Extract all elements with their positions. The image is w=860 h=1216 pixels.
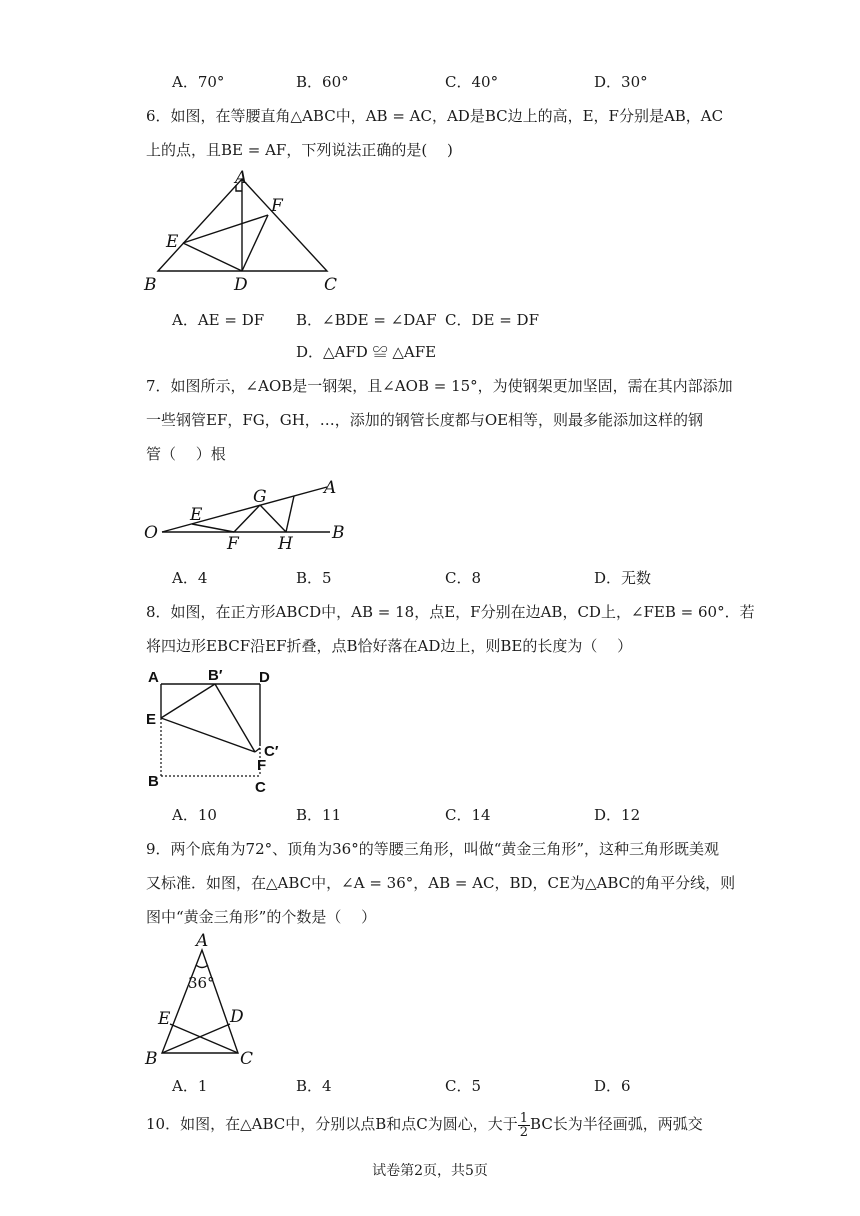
q7-ray-oa <box>162 487 327 532</box>
q7-label-g: G <box>253 487 267 507</box>
q8-option-d: D．12 <box>594 806 641 824</box>
q8-stem-line2: 将四边形EBCF沿EF折叠，点B恰好落在AD边上，则BE的长度为（ ） <box>146 637 633 655</box>
q8-figure <box>140 664 290 796</box>
q8-label-d: D <box>259 669 270 686</box>
q7-label-h: H <box>278 534 293 552</box>
q7-figure <box>140 477 355 552</box>
q6-segment-ed <box>183 243 242 271</box>
q7-stem-line2: 一些钢管EF，FG，GH，…，添加的钢管长度都与OE相等，则最多能添加这样的钢 <box>146 411 704 429</box>
q7-label-a: A <box>324 478 337 498</box>
q7-option-b: B．5 <box>296 569 332 587</box>
q10-fraction-numerator: 1 <box>519 1110 529 1126</box>
q10-stem-start: 10．如图，在△ABC中，分别以点B和点C为圆心，大于 <box>146 1115 518 1133</box>
q6-label-a: A <box>235 168 248 188</box>
q8-label-e: E <box>146 711 157 728</box>
q7-option-a: A．4 <box>172 569 208 587</box>
q7-label-f: F <box>227 534 239 552</box>
q8-label-f: F <box>257 757 267 774</box>
q7-label-b: B <box>332 523 345 543</box>
q5-option-a: A．70° <box>172 73 225 91</box>
q7-option-c: C．8 <box>445 569 482 587</box>
q7-label-o: O <box>144 523 158 543</box>
q10-fraction-denominator: 2 <box>519 1124 529 1140</box>
q8-option-a: A．10 <box>172 806 217 824</box>
q9-label-angle: 36° <box>188 974 215 992</box>
q5-option-d: D．30° <box>594 73 648 91</box>
q9-option-b: B．4 <box>296 1077 332 1095</box>
q8-segment-b-prime-c-prime <box>215 684 255 752</box>
q9-label-a: A <box>196 931 209 951</box>
q8-stem-line1: 8．如图，在正方形ABCD中，AB = 18，点E，F分别在边AB，CD上，∠FEB = 60°．若 <box>146 603 755 621</box>
q6-stem-line1: 6．如图，在等腰直角△ABC中，AB = AC，AD是BC边上的高，E，F分别是AB，AC <box>146 107 724 125</box>
q8-label-a: A <box>148 669 159 686</box>
q7-tube-next <box>286 496 294 532</box>
q7-tube-ef <box>192 524 234 532</box>
q5-option-c: C．40° <box>445 73 499 91</box>
q7-stem-line1: 7．如图所示，∠AOB是一钢架，且∠AOB = 15°，为使钢架更加坚固，需在其内部添加 <box>146 377 733 395</box>
q9-option-a: A．1 <box>172 1077 208 1095</box>
q8-label-c-prime: C′ <box>264 743 279 760</box>
q9-stem-line1: 9．两个底角为72°、顶角为36°的等腰三角形，叫做“黄金三角形”，这种三角形既美观 <box>146 840 720 858</box>
q6-label-c: C <box>324 275 338 295</box>
q5-option-b: B．60° <box>296 73 349 91</box>
q6-label-e: E <box>166 232 179 252</box>
q9-option-c: C．5 <box>445 1077 482 1095</box>
q6-label-b: B <box>144 275 157 295</box>
q10-fraction <box>518 1112 530 1139</box>
q9-label-d: D <box>230 1007 244 1027</box>
q7-stem-line3: 管（ ）根 <box>146 445 226 463</box>
q6-option-b: B．∠BDE = ∠DAF <box>296 311 437 329</box>
q6-option-d: D．△AFD ≌ △AFE <box>296 343 437 361</box>
q9-figure <box>140 930 265 1070</box>
q8-label-b-prime: B′ <box>208 667 223 684</box>
q7-label-e: E <box>190 505 203 525</box>
q9-angle-arc <box>196 965 208 968</box>
q9-label-b: B <box>145 1049 158 1069</box>
q6-label-f: F <box>271 196 283 216</box>
q10-stem-line1 <box>146 1110 703 1139</box>
q7-option-d: D．无数 <box>594 569 652 587</box>
q8-label-b: B <box>148 773 159 790</box>
q8-fold-line-ef <box>161 718 255 752</box>
q8-segment-c-prime-f <box>255 748 260 752</box>
q6-option-a: A．AE = DF <box>172 311 265 329</box>
q6-label-d: D <box>234 275 248 295</box>
q9-option-d: D．6 <box>594 1077 631 1095</box>
q8-label-c: C <box>255 779 266 796</box>
q8-segment-eb-prime <box>161 684 215 718</box>
q10-stem-end: BC长为半径画弧，两弧交 <box>530 1115 703 1133</box>
q9-bisector-ce <box>170 1024 238 1053</box>
page-footer: 试卷第2页，共5页 <box>372 1163 488 1179</box>
q6-figure <box>140 165 355 295</box>
q7-tube-gh <box>260 505 286 532</box>
q9-stem-line3: 图中“黄金三角形”的个数是（ ） <box>146 908 377 926</box>
q6-segment-fd <box>242 215 268 271</box>
q6-stem-line2: 上的点，且BE = AF，下列说法正确的是( ) <box>146 141 453 159</box>
q9-label-c: C <box>240 1049 254 1069</box>
q8-option-c: C．14 <box>445 806 491 824</box>
q9-label-e: E <box>158 1009 171 1029</box>
q9-stem-line2: 又标准．如图，在△ABC中，∠A = 36°，AB = AC，BD，CE为△ABC的角平分线，则 <box>146 874 736 892</box>
q6-option-c: C．DE = DF <box>445 311 539 329</box>
q8-option-b: B．11 <box>296 806 342 824</box>
